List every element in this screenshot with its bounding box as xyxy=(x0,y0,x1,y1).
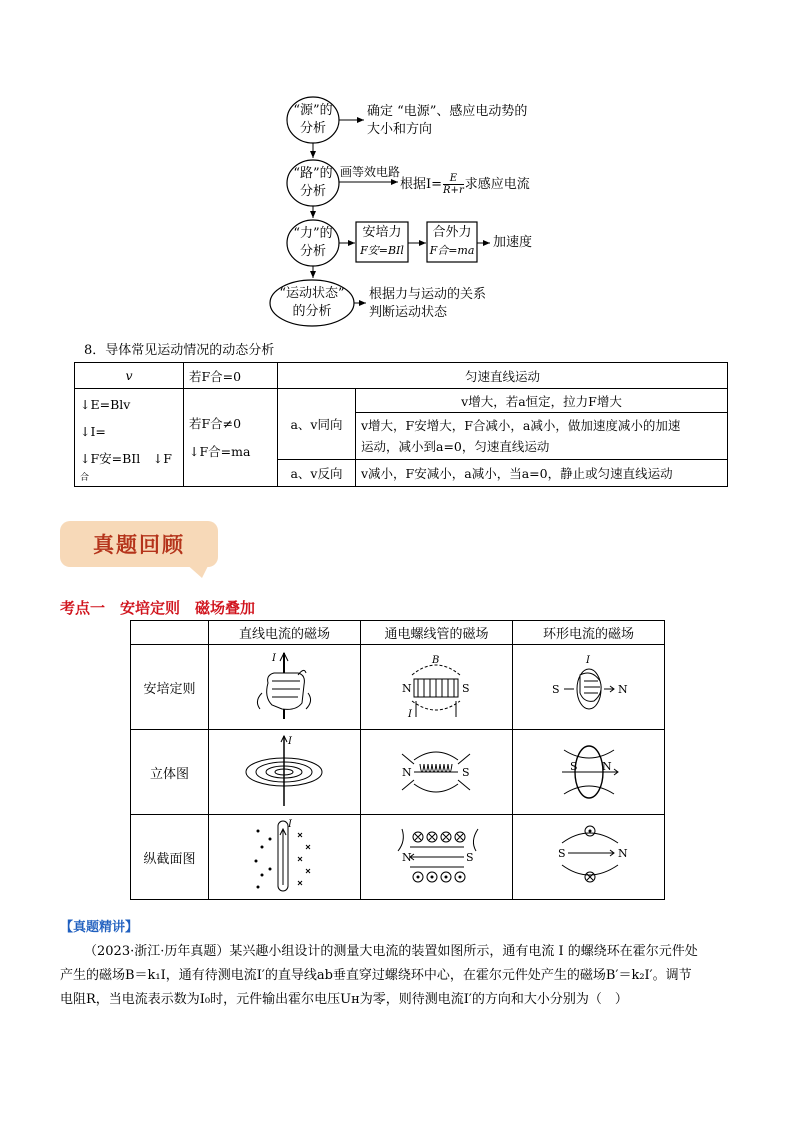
cell-v: v xyxy=(75,363,184,389)
table-row xyxy=(131,621,665,645)
chain-line2: ↓I= xyxy=(80,424,106,439)
loop-field-3d-icon xyxy=(514,730,664,810)
cell-chain xyxy=(75,389,184,487)
ampere-box-line2: F安=BIl xyxy=(360,244,404,257)
ampere-box-text xyxy=(356,224,408,260)
zhenti-label: 【真题精讲】 xyxy=(60,920,139,935)
node-motion-label xyxy=(270,285,354,321)
node-force-line2: 分析 xyxy=(299,244,326,259)
node-source-line2: 分析 xyxy=(299,121,326,136)
review-banner-text: 真题回顾 xyxy=(93,533,185,557)
solenoid-field-3d-icon xyxy=(362,730,512,810)
chain-line3: ↓F安=BIl ↓F xyxy=(80,451,172,466)
circuit-result-text xyxy=(400,173,530,196)
source-result-line2: 大小和方向 xyxy=(367,122,433,137)
source-result-text xyxy=(367,103,527,139)
motion-result-line2: 判断运动状态 xyxy=(369,305,448,320)
section8-title: 8．导体常见运动情况的动态分析 xyxy=(84,343,275,358)
cell-same-direction: a、v同向 xyxy=(278,389,356,460)
right-hand-loop-icon xyxy=(514,645,664,725)
net-force-box-text xyxy=(427,224,477,260)
loop-hand-figure xyxy=(513,645,665,730)
loop-section-figure xyxy=(513,815,665,900)
banner-tail-icon xyxy=(180,560,216,582)
kaodian-title: 考点一 安培定则 磁场叠加 xyxy=(60,599,256,617)
header-solenoid: 通电螺线管的磁场 xyxy=(361,621,513,645)
ampere-rule-table xyxy=(130,620,665,900)
table-row xyxy=(75,389,728,413)
node-circuit-label xyxy=(291,165,335,201)
net-force-box-line1: 合外力 xyxy=(432,225,472,240)
solenoid-n-label: N xyxy=(401,682,412,695)
cell-uniform-motion: 匀速直线运动 xyxy=(278,363,728,389)
cell-f-nonzero xyxy=(184,389,278,487)
cell-f-zero: 若F合=0 xyxy=(184,363,278,389)
cell-same-decreasing xyxy=(356,413,728,460)
straight-hand-figure xyxy=(209,645,361,730)
cell-same-constant: v增大，若a恒定，拉力F增大 xyxy=(356,389,728,413)
straight-section-figure xyxy=(209,815,361,900)
sol3d-s-label: S xyxy=(461,766,470,779)
formula-suffix: 求感应电流 xyxy=(464,176,530,192)
section-i-label: I xyxy=(287,819,292,830)
same-decreasing-line1: v增大，F安增大，F合减小，a减小，做加速度减小的加速 xyxy=(361,418,681,433)
straight-field-section-icon xyxy=(210,815,360,895)
header-loop: 环形电流的磁场 xyxy=(513,621,665,645)
f-nonzero-line1: 若F合≠0 xyxy=(189,415,242,431)
solenoid-field-section-icon xyxy=(362,815,512,895)
same-decreasing-line2: 运动，减小到a=0，匀速直线运动 xyxy=(361,439,550,454)
straight-3d-figure xyxy=(209,730,361,815)
loop3d-n-label: N xyxy=(601,760,612,773)
row-label-section: 纵截面图 xyxy=(131,815,209,900)
chain-line4: 合 xyxy=(80,473,90,483)
row-label-ampere: 安培定则 xyxy=(131,645,209,730)
table-row xyxy=(131,730,665,815)
fraction-denominator: R+r xyxy=(443,185,464,196)
fraction-numerator: E xyxy=(449,173,458,184)
motion-analysis-table xyxy=(74,362,728,487)
node-force-line1: “力”的 xyxy=(293,226,333,241)
zhenti-line1: （2023·浙江·历年真题）某兴趣小组设计的测量大电流的装置如图所示，通有电流 I 的螺绕环在霍尔元件处 xyxy=(84,944,698,959)
source-result-line1: 确定 “电源”、感应电动势的 xyxy=(367,104,528,119)
cell-opposite-direction: a、v反向 xyxy=(278,460,356,487)
solenoid-i-label: I xyxy=(407,709,412,720)
row-label-3d: 立体图 xyxy=(131,730,209,815)
solenoid-b-label: B xyxy=(431,655,439,666)
header-blank xyxy=(131,621,209,645)
loop-n-label: N xyxy=(617,683,628,696)
sol3d-n-label: N xyxy=(401,766,412,779)
cell-opposite-text: v减小，F安减小，a减小，当a=0，静止或匀速直线运动 xyxy=(356,460,728,487)
straight-field-3d-icon xyxy=(210,730,360,810)
table-row xyxy=(131,645,665,730)
loop-s-label: S xyxy=(551,683,560,696)
formula-fraction xyxy=(443,173,464,196)
table-row xyxy=(75,363,728,389)
f-nonzero-line2: ↓F合=ma xyxy=(189,443,251,459)
solenoid-section-figure xyxy=(361,815,513,900)
loopsec-n-label: N xyxy=(617,847,628,860)
loop3d-s-label: S xyxy=(569,760,578,773)
node-circuit-line2: 分析 xyxy=(299,184,326,199)
node-circuit-line1: “路”的 xyxy=(293,166,333,181)
ampere-box-line1: 安培力 xyxy=(362,225,402,240)
right-hand-solenoid-icon xyxy=(362,645,512,725)
straight3d-i-label: I xyxy=(287,736,292,747)
formula-prefix: 根据I= xyxy=(400,176,443,192)
zhenti-paragraph xyxy=(60,940,750,1012)
solenoid-hand-figure xyxy=(361,645,513,730)
loop-3d-figure xyxy=(513,730,665,815)
acceleration-label: 加速度 xyxy=(493,235,533,250)
zhenti-line3: 电阻R，当电流表示数为I₀时，元件输出霍尔电压Uн为零，则待测电流I′的方向和大小分别为（ ） xyxy=(60,992,628,1007)
net-force-box-line2: F合=ma xyxy=(429,244,475,257)
table-row xyxy=(131,815,665,900)
node-source-line1: “源”的 xyxy=(293,103,333,118)
motion-result-text xyxy=(369,286,486,322)
zhenti-line2: 产生的磁场B＝k₁I，通有待测电流I′的直导线ab垂直穿过螺绕环中心，在霍尔元件处产生的磁场B′＝k₂I′。调节 xyxy=(60,968,692,983)
node-force-label xyxy=(291,225,335,261)
right-hand-straight-icon xyxy=(210,645,360,725)
chain-line1: ↓E=Blv xyxy=(80,397,131,412)
current-label-i: I xyxy=(271,653,276,664)
motion-result-line1: 根据力与运动的关系 xyxy=(369,287,487,302)
loopsec-s-label: S xyxy=(557,847,566,860)
node-motion-line1: “运动状态” xyxy=(279,286,345,301)
solenoid-3d-figure xyxy=(361,730,513,815)
solenoid-s-label: S xyxy=(461,682,470,695)
loop-i-label: I xyxy=(585,655,590,666)
loop-field-section-icon xyxy=(514,815,664,895)
node-source-label xyxy=(291,102,335,138)
equivalent-circuit-label: 画等效电路 xyxy=(340,165,401,179)
header-straight: 直线电流的磁场 xyxy=(209,621,361,645)
solsec-s-label: S xyxy=(465,851,474,864)
node-motion-line2: 的分析 xyxy=(292,304,332,319)
solsec-n-label: N xyxy=(401,851,412,864)
